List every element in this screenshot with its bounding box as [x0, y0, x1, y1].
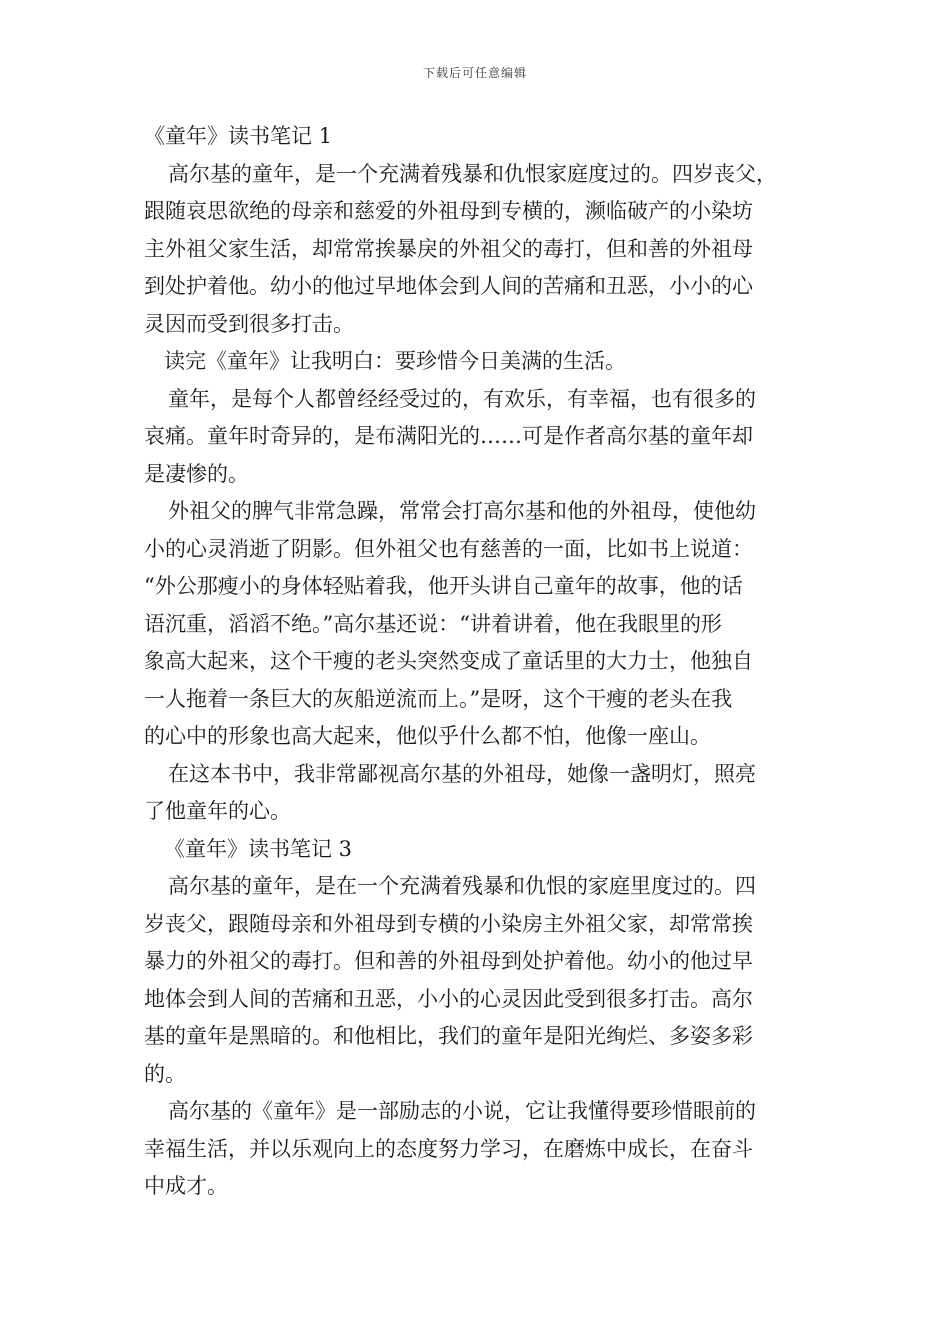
text-line	[144, 718, 820, 756]
text-line	[144, 793, 820, 831]
text-line-content: 基的童年是黑暗的。和他相比，我们的童年是阳光绚烂、多姿多彩	[144, 1024, 753, 1048]
text-line-content: “外公那瘦小的身体轻贴着我，他开头讲自己童年的故事，他的话	[144, 574, 743, 598]
text-line-content: 主外祖父家生活，却常常挨暴戾的外祖父的毒打，但和善的外祖母	[144, 236, 753, 261]
text-line	[144, 456, 820, 494]
text-line	[144, 868, 820, 906]
text-line-content: 中成才。	[144, 1174, 228, 1198]
text-line-content: 《童年》读书笔记 1	[144, 124, 333, 148]
text-line	[144, 493, 820, 531]
text-line	[144, 681, 820, 719]
text-line	[144, 568, 820, 606]
text-line	[144, 906, 820, 944]
text-line-content: 暴力的外祖父的毒打。但和善的外祖母到处护着他。幼小的他过早	[144, 949, 753, 973]
text-line-content: 的。	[144, 1061, 186, 1086]
text-line-content: 高尔基的《童年》是一部励志的小说，它让我懂得要珍惜眼前的	[168, 1099, 756, 1123]
text-line-content: 《童年》读书笔记 3	[164, 836, 353, 861]
text-line	[144, 418, 820, 456]
text-line	[144, 756, 820, 794]
text-line	[144, 156, 820, 194]
text-line-content: 高尔基的童年，是一个充满着残暴和仇恨家庭度过的。四岁丧父，	[168, 161, 777, 186]
text-line	[144, 1056, 820, 1094]
text-line-content: 灵因而受到很多打击。	[144, 311, 354, 336]
text-line	[144, 1131, 820, 1169]
text-line-content: 读完《童年》让我明白：要珍惜今日美满的生活。	[164, 349, 626, 373]
text-line	[144, 1093, 820, 1131]
text-line-content: 哀痛。童年时奇异的，是布满阳光的……可是作者高尔基的童年却	[144, 424, 753, 448]
text-line	[144, 193, 820, 231]
page-header: 下载后可任意编辑	[422, 66, 527, 80]
document-body	[144, 118, 820, 1206]
text-line-content: 了他童年的心。	[144, 799, 291, 823]
text-line-content: 是凄惨的。	[144, 461, 249, 486]
text-line	[144, 306, 820, 344]
text-line-content: 高尔基的童年，是在一个充满着残暴和仇恨的家庭里度过的。四	[168, 874, 756, 898]
text-line-content: 一人拖着一条巨大的灰船逆流而上。”是呀，这个干瘦的老头在我	[144, 686, 733, 711]
text-line	[144, 118, 820, 156]
text-line-content: 跟随哀思欲绝的母亲和慈爱的外祖母到专横的，濒临破产的小染坊	[144, 199, 753, 223]
text-line-content: 语沉重，滔滔不绝。”高尔基还说：“讲着讲着，他在我眼里的形	[144, 611, 722, 636]
text-line	[144, 531, 820, 569]
text-line	[144, 1168, 820, 1206]
text-line-content: 外祖父的脾气非常急躁，常常会打高尔基和他的外祖母，使他幼	[168, 499, 756, 523]
text-line	[144, 231, 820, 269]
text-line-content: 地体会到人间的苦痛和丑恶，小小的心灵因此受到很多打击。高尔	[144, 986, 753, 1011]
text-line	[144, 943, 820, 981]
text-line	[144, 268, 820, 306]
text-line	[144, 381, 820, 419]
text-line	[144, 981, 820, 1019]
text-line-content: 的心中的形象也高大起来，他似乎什么都不怕，他像一座山。	[144, 724, 711, 748]
text-line	[144, 343, 820, 381]
text-line-content: 幸福生活，并以乐观向上的态度努力学习，在磨炼中成长，在奋斗	[144, 1136, 753, 1161]
text-line-content: 象高大起来，这个干瘦的老头突然变成了童话里的大力士，他独自	[144, 649, 753, 673]
text-line	[144, 643, 820, 681]
text-line-content: 到处护着他。幼小的他过早地体会到人间的苦痛和丑恶，小小的心	[144, 274, 753, 298]
text-line	[144, 1018, 820, 1056]
text-line-content: 童年，是每个人都曾经经受过的，有欢乐，有幸福，也有很多的	[168, 386, 756, 411]
text-line-content: 小的心灵消逝了阴影。但外祖父也有慈善的一面，比如书上说道：	[144, 536, 753, 561]
text-line-content: 岁丧父，跟随母亲和外祖母到专横的小染房主外祖父家，却常常挨	[144, 911, 753, 936]
text-line	[144, 831, 820, 869]
text-line-content: 在这本书中，我非常鄙视高尔基的外祖母，她像一盏明灯，照亮	[168, 761, 756, 786]
text-line	[144, 606, 820, 644]
